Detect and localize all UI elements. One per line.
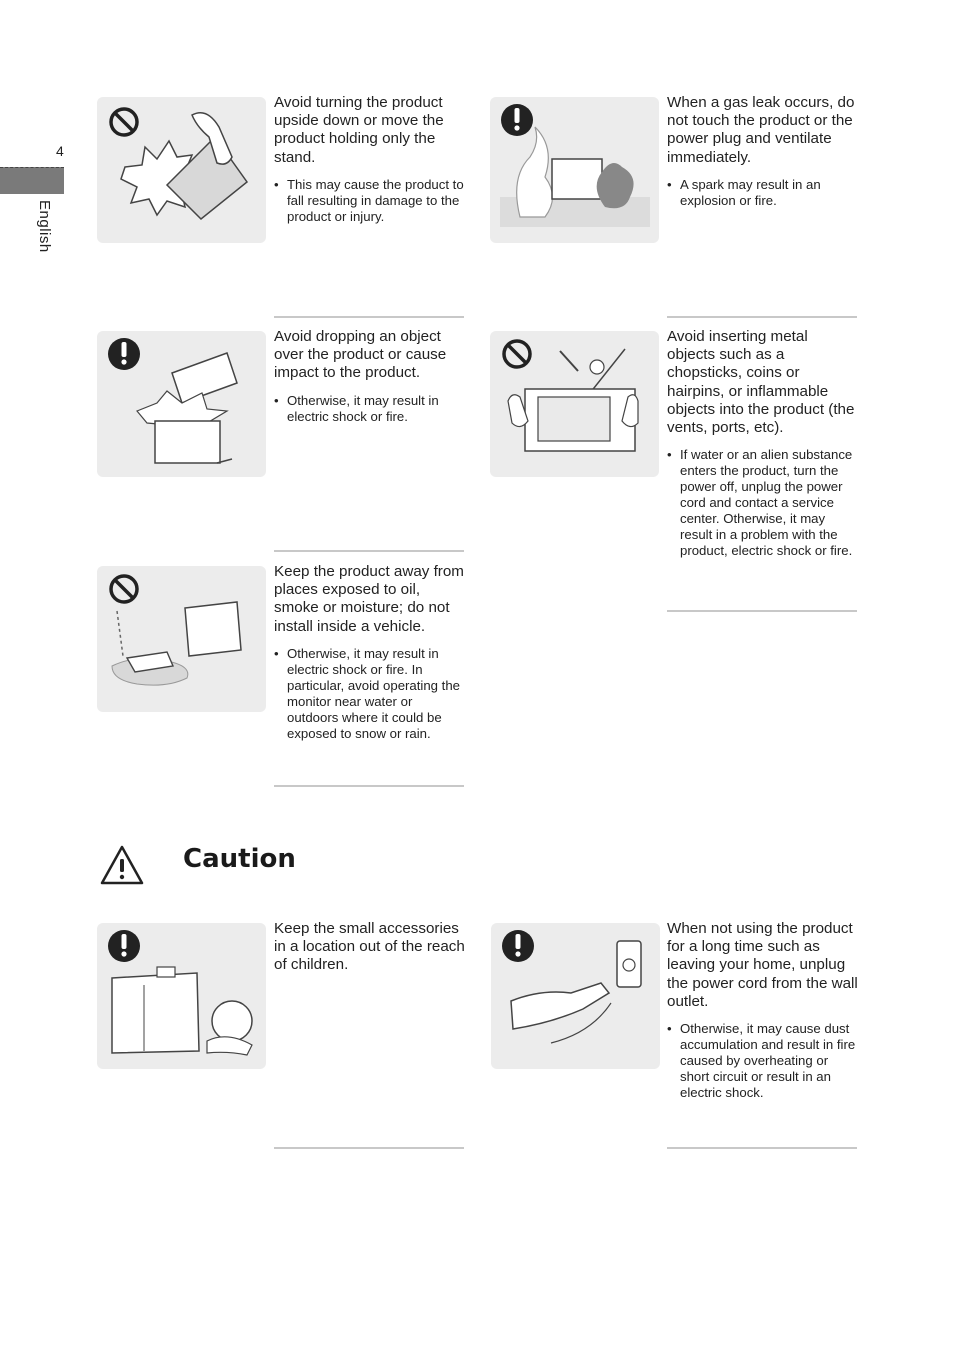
warning-main: When a gas leak occurs, do not touch the product or the power plug and ventilate immediately. bbox=[667, 94, 855, 166]
caution-main: When not using the product for a long time such as leaving your home, unplug the power cord from the wall outlet. bbox=[667, 920, 858, 1010]
page-number: 4 bbox=[56, 143, 64, 159]
divider bbox=[667, 610, 857, 612]
prohibition-icon bbox=[504, 341, 530, 367]
divider bbox=[667, 1147, 857, 1149]
illustration-moisture bbox=[97, 566, 266, 712]
warning-main: Avoid turning the product upside down or move the product holding only the stand. bbox=[274, 94, 444, 166]
warning-main: Avoid dropping an object over the product or cause impact to the product. bbox=[274, 328, 447, 382]
divider bbox=[667, 316, 857, 318]
caution-main: Keep the small accessories in a location out of the reach of children. bbox=[274, 920, 465, 974]
prohibition-icon bbox=[111, 109, 137, 135]
divider bbox=[274, 1147, 464, 1149]
warning-triangle-icon bbox=[99, 844, 145, 886]
warning-text-4 bbox=[667, 328, 859, 559]
warning-bullet: • This may cause the product to fall resulting in damage to the product or injury. bbox=[274, 177, 466, 225]
illustration-unplug-cord bbox=[491, 923, 660, 1069]
exclamation-icon bbox=[502, 930, 534, 962]
divider bbox=[274, 550, 464, 552]
prohibition-icon bbox=[111, 576, 137, 602]
exclamation-icon bbox=[501, 104, 533, 136]
illustration-gas-leak bbox=[490, 97, 659, 243]
warning-bullet: • A spark may result in an explosion or fire. bbox=[667, 177, 859, 209]
divider bbox=[274, 316, 464, 318]
warning-text-2 bbox=[667, 94, 859, 209]
warning-bullet: • Otherwise, it may result in electric shock or fire. bbox=[274, 393, 466, 425]
illustration-upside-down bbox=[97, 97, 266, 243]
warning-text-5 bbox=[274, 563, 466, 742]
caution-heading: Caution bbox=[183, 844, 296, 874]
language-tab-bar bbox=[0, 167, 64, 194]
illustration-small-accessories bbox=[97, 923, 266, 1069]
warning-text-3 bbox=[274, 328, 466, 425]
warning-bullet: • Otherwise, it may result in electric shock or fire. In particular, avoid operating the monitor near water or outdoors where it could be exposed to snow or rain. bbox=[274, 646, 466, 742]
caution-text-2 bbox=[667, 920, 859, 1101]
warning-text-1 bbox=[274, 94, 466, 225]
language-tab-label: English bbox=[36, 200, 53, 253]
caution-bullet: • Otherwise, it may cause dust accumulation and result in fire caused by overheating or short circuit or result in an electric shock. bbox=[667, 1021, 859, 1101]
illustration-drop-impact bbox=[97, 331, 266, 477]
caution-text-1 bbox=[274, 920, 466, 975]
exclamation-icon bbox=[108, 338, 140, 370]
warning-main: Avoid inserting metal objects such as a chopsticks, coins or hairpins, or inflammable objects into the product (the vents, ports, etc). bbox=[667, 328, 855, 437]
warning-main: Keep the product away from places exposed to oil, smoke or moisture; do not install inside a vehicle. bbox=[274, 563, 464, 635]
divider bbox=[274, 785, 464, 787]
exclamation-icon bbox=[108, 930, 140, 962]
illustration-insert-objects bbox=[490, 331, 659, 477]
warning-bullet: • If water or an alien substance enters the product, turn the power off, unplug the power cord and contact a service center. Otherwise, it may result in a problem with the product, electric shock or fire. bbox=[667, 447, 859, 559]
